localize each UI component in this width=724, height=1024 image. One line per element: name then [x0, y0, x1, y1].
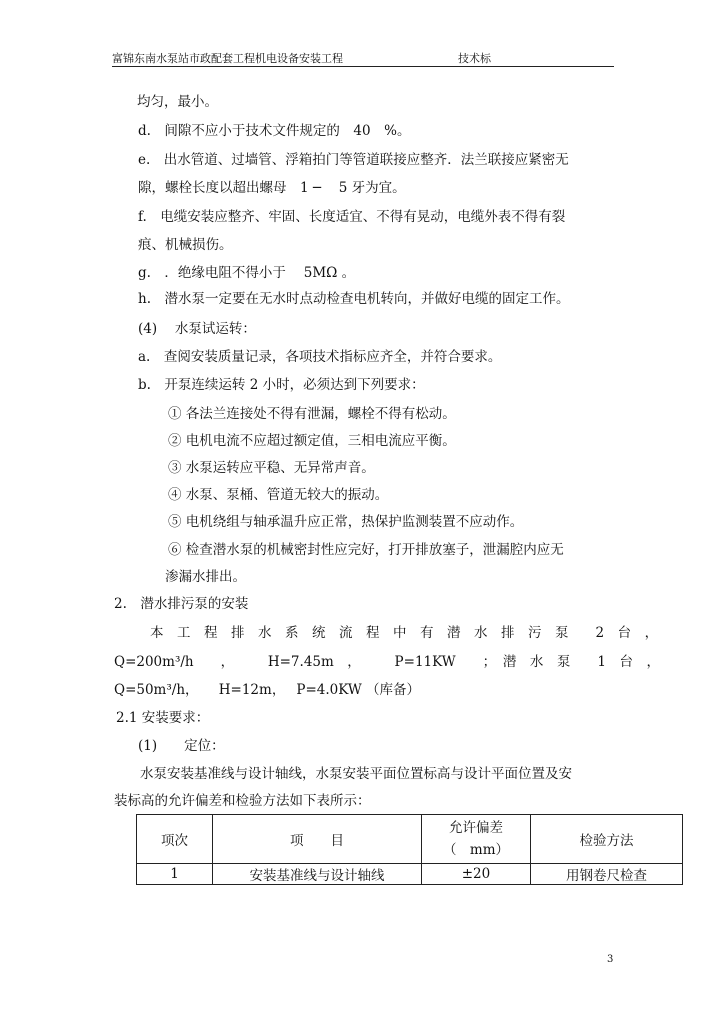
- text-line: 本 工 程 排 水 系 统 流 程 中 有 潜 水 排 污 泵 2 台 ，: [150, 625, 659, 641]
- text-line: d. 间隙不应小于技术文件规定的 40 %。: [138, 123, 411, 139]
- text-line: ③ 水泵运转应平稳、无异常声音。: [168, 460, 375, 476]
- page-number: 3: [607, 954, 614, 965]
- tolerance-table: [136, 814, 683, 885]
- header-title: 富锦东南水泵站市政配套工程机电设备安装工程: [112, 52, 343, 65]
- text-line: f. 电缆安装应整齐、牢固、长度适宜、不得有晃动，电缆外表不得有裂: [138, 209, 566, 225]
- table-header-row: [137, 815, 683, 864]
- text-line: h. 潜水泵一定要在无水时点动检查电机转向，并做好电缆的固定工作。: [138, 291, 570, 307]
- text-line: ① 各法兰连接处不得有泄漏，螺栓不得有松动。: [168, 406, 456, 422]
- text-line: 渗漏水排出。: [165, 569, 246, 585]
- text-line: 隙，螺栓长度以超出螺母 1 ─ 5 牙为宜。: [138, 180, 406, 196]
- text-line: ⑥ 检查潜水泵的机械密封性应完好，打开排放塞子，泄漏腔内应无: [168, 542, 564, 558]
- text-line: 水泵安装基准线与设计轴线，水泵安装平面位置标高与设计平面位置及安: [140, 766, 572, 782]
- table-cell: 用钢卷尺检查: [531, 864, 683, 885]
- text-line: g. ．绝缘电阻不得小于 5MΩ 。: [138, 265, 356, 281]
- page-header: [112, 50, 614, 67]
- table-header: 检验方法: [531, 815, 683, 864]
- table-cell: 安装基准线与设计轴线: [213, 864, 422, 885]
- table-cell: 1: [137, 864, 213, 885]
- text-line: b. 开泵连续运转 2 小时，必须达到下列要求：: [138, 377, 425, 393]
- section-heading: 2. 潜水排污泵的安装: [114, 596, 249, 612]
- text-line: Q=200m³/h ， H=7.45m ， P=11KW ； 潜 水 泵 1 台 ，: [114, 654, 660, 670]
- text-line: ② 电机电流不应超过额定值，三相电流应平衡。: [168, 433, 456, 449]
- text-line: Q=50m³/h， H=12m， P=4.0KW （库备）: [114, 682, 421, 698]
- text-line: (1) 定位：: [138, 738, 225, 754]
- table-row: [137, 864, 683, 885]
- table-cell: ±20: [422, 864, 531, 885]
- text-line: (4) 水泵试运转：: [138, 321, 256, 337]
- text-line: ⑤ 电机绕组与轴承温升应正常，热保护监测装置不应动作。: [168, 514, 524, 530]
- text-line: 装标高的允许偏差和检验方法如下表所示：: [114, 793, 371, 809]
- text-line: e. 出水管道、过墙管、浮箱拍门等管道联接应整齐．法兰联接应紧密无: [138, 152, 569, 168]
- text-line: 均匀，最小。: [137, 94, 218, 110]
- text-line: a. 查阅安装质量记录，各项技术指标应齐全，并符合要求。: [138, 349, 502, 365]
- table-header: 项 目: [213, 815, 422, 864]
- text-line: ④ 水泵、泵桶、管道无较大的振动。: [168, 487, 389, 503]
- header-tag: 技术标: [458, 52, 491, 65]
- table-header: 项次: [137, 815, 213, 864]
- section-heading: 2.1 安装要求：: [116, 710, 210, 726]
- table-header: 允许偏差 （ mm）: [422, 815, 531, 864]
- text-line: 痕、机械损伤。: [138, 237, 233, 253]
